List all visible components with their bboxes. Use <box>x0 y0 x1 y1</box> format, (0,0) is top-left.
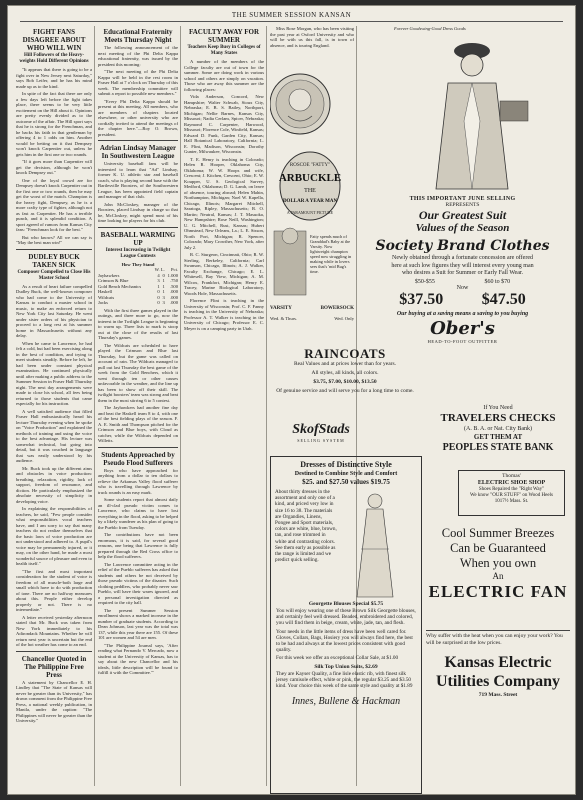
standings-cell: 0 <box>157 294 160 300</box>
standings-cell: .000 <box>169 300 178 305</box>
fan-line4: An <box>492 571 504 581</box>
dresses-sub: Destined to Combine Style and Comfort <box>294 471 398 477</box>
dresses-body3: Your needs in the little items of dress have been well cared for. Gloves, Collars, Bags, Hosiery you will always find here, the best to be had and always at the lowest prices consistent with good quality. <box>276 628 413 654</box>
store-signature: Innes, Bullene & Hackman <box>291 696 401 708</box>
paragraph: The Lawrence committee acting in the relief of the Pueblo sufferers has asked that students and others be not deceived by those pseudo victims of the disaster. Such clothing peddlers, who probably never saw Pueblo, will have their wares ignored, and a personal investigation directed as required to the city hall. <box>98 561 178 605</box>
theatre-names <box>270 306 354 311</box>
obers-logo: Ober's <box>430 317 495 339</box>
article-headline: FIGHT FANS DISAGREE ABOUT WHO WILL WIN <box>22 28 86 52</box>
standings-cell: 1 <box>162 289 165 294</box>
skofstads-name: SkofStads <box>292 422 350 437</box>
standings-cell: 4 <box>157 272 160 278</box>
woman-head <box>368 494 382 508</box>
standings-cell: Jacks <box>98 300 108 305</box>
paragraph: Boys who have approached for anything from a dollar to ten dollars to relieve the Arkansas Valley flood sufferer who is travelling through Lawrence by truck rounds is an easy mark. <box>98 467 178 495</box>
obers-tag: HEAD-TO-FOOT OUTFITTER <box>427 338 498 344</box>
arbuckle-the: THE <box>304 188 316 194</box>
paragraph: "The next meeting of the Phi Delta Kappa will be held in the rest room in Fraser Hall at 7 o'clock on Thursday of this week. The membership committee will submit a report to possible new members." <box>98 69 178 96</box>
arbuckle-slogan: DOLLAR A YEAR MAN <box>282 199 338 204</box>
raincoats-line1: Real Values and at prices lower than for years. <box>293 361 397 367</box>
dresses-title: Dresses of Distinctive Style <box>300 460 392 469</box>
divider <box>98 447 178 448</box>
values-season: Values of the Season <box>415 222 510 234</box>
paragraph: Miss Rose Morgan, who has been visiting the past year at Oxford University and who will be with us this fall, is in town of absence, and is touring England. <box>270 26 354 48</box>
june-selling: THIS IMPORTANT JUNE SELLING <box>409 196 516 202</box>
paragraph: As a result of heart failure compelled Dudley Buck, the well-known composer who had come to the University of Kansas to conduct a master school in music, to make an enforced return to New York City last Saturday. He went under sister orders of his physician to proceed to a long rest at his summer home in Massachusetts without any delay. <box>16 283 92 338</box>
masthead: THE SUMMER SESSION KANSAN <box>20 11 563 22</box>
utilities-name2: Utilities Company <box>436 673 560 690</box>
paragraph: Some students report that almost daily an ill-clad pseudo victim comes to Lawrence, who claims to have lost everything in the flood, asking to be helped by a likely wanderer as his plan of going to the Pueblo from Tuesday. <box>98 497 178 530</box>
column-rule <box>180 26 181 786</box>
dresses-body2: You will enjoy wearing one of these Brown Silk Georgette blouses, and certainly feel well dressed. Beaded, embroidered and colored, you will find them in beige, cream, white, jade, tan, and flesh. <box>276 608 416 627</box>
theatre-dates <box>270 316 354 321</box>
paragraph: University baseball fans will be interested to learn that "Ad" Lindsay, former K. U. athletic star and baseball coach, who is playing second base with the Bartlesville Boosters, of the Southwestern League, has been appointed field captain and manager of that club. <box>98 161 178 199</box>
standings-cell: Crimson & Blue <box>98 278 129 283</box>
old-price-2: $60 to $70 <box>484 278 511 285</box>
theatre-varsity: VARSITY <box>270 306 292 311</box>
dresses-block <box>271 487 421 601</box>
paragraph: When he came to Lawrence, he had felt a cold, but had been exercising along in the best of condition, and trying to meet students steadily. Before he left, he had been under constant physical examination. He continued physically until after making a public address to the Summer Session in Fraser Hall Thursday night. The next day arrangements were made to close his school, all fees being returned to those students that came especially for his instruction. <box>16 340 92 406</box>
paragraph: "The Philippine Journal says, 'After reading what Fernando V. Mercado, now a student at the University of Kansas, has to say about the new Chancellor and his ideals, little description will be found to fulfill it with the Committee.'" <box>98 642 178 675</box>
standings-cell: 1 <box>162 278 165 283</box>
dresses-body1: About thirty dresses in the assortment and only one of a kind, and priced very low in size 16 to 38. The materials are Organdies, Linens, Pongee and Sport materials, colors are white, blue, brown, tan, and rose trimmed in white and contrasting colors. See them early as possible as the range is limited and we predict quick selling. <box>275 489 337 564</box>
standings-cell: 1 <box>162 283 165 289</box>
column-3 <box>184 26 264 346</box>
utilities-line: Why suffer with the heat when you can enjoy your work? You will be surprised at the low prices. <box>426 630 570 647</box>
standings-cell: 0 <box>157 300 160 305</box>
bowersock-dates: Wed. Only <box>334 316 354 321</box>
article-headline: FACULTY AWAY FOR SUMMER <box>188 28 259 44</box>
arbuckle-studio: A PARAMOUNT PICTURE <box>286 210 334 215</box>
raincoats-title: RAINCOATS <box>304 346 386 361</box>
represents: REPRESENTS <box>445 202 480 208</box>
raincoats-line3: Of genuine service and will serve you for a long time to come. <box>276 388 414 394</box>
paragraph: John McCloskey, manager of the Boosters, placed Lindsay in charge so that he, McCloskey, might spend most of his time looking for players for his club. <box>98 201 178 223</box>
standings-cell: 3 <box>157 278 160 283</box>
paragraph: The Jayhawkers had another fine day and beat the Haskell team 8 to 4, with one of the best fielding plays of the season. F. A. E. Smith and Thompson pitched for the Crimson and Blue boys, with Cloud as catcher, while the Wildcats depended on Willetts. <box>98 405 178 443</box>
standings-cell: 0 <box>157 289 160 294</box>
paragraph: "If it goes more than Carpentier will get the decision, although he won't knock Dempsey out." <box>16 159 92 175</box>
paragraph: In spite of the fact that there are only a few days left before the fight takes place, there seems to be very little excitement on the Hill about it. Opinions are pretty evenly divided as to the outcome of the affair. The Hill sport says that he is strong for the Frenchman, and he backs his faith in that gentleman by offering 4 to 1 odds on him. Another would be betting on it that Dempsey won't knock Carpentier out, unless he gets him in the first one or two rounds. <box>16 91 92 157</box>
article-body <box>16 680 92 724</box>
standings-cell: 3 <box>162 300 165 305</box>
paragraph: In explaining the responsibilities of teachers, he said, "Few people consider what responsibilities vocal teachers have, and I am sorry to say that many teachers do not realize themselves that the basic laws of voice production are not understood and adhered to. A pupil's voice may be permanently injured, or it may, on the other hand, be made a most wonderful source of pleasure and even to health itself." <box>16 506 92 566</box>
paragraph: A well satisfied audience that filled Fraser Hall enthusiastically heard his lecture Thursday evening when he spoke on "Voice Production" and explained the methods of training and using the voice to the best advantage. His lecture was somewhat technical, but going into detail, but it was couched in language that was easily understood by his audience. <box>16 408 92 463</box>
divider <box>16 249 92 250</box>
standings-col-pct: Pct. <box>170 267 178 272</box>
travelers-ad <box>428 404 568 464</box>
paragraph: But who knows? All we can say is "May the best man win!" <box>16 234 92 245</box>
travelers-line5: PEOPLES STATE BANK <box>442 442 554 453</box>
fan-ad <box>428 526 568 622</box>
paragraph: A letter received yesterday afternoon stated that Mr. Buck was taken from New York immediately to his Adirondack Mountains. Whether he will return next year is uncertain but the end of the hot weather has come to an end. <box>16 614 92 647</box>
article-headline: BASEBALL WARMING UP <box>100 230 176 247</box>
article-subhead: Teachers Keep Busy in Colleges of Many States <box>187 45 261 56</box>
article-subhead: Hill Followers of the Heavy-weights Hold Different Opinions <box>19 53 89 64</box>
woman-illustration <box>337 489 407 599</box>
shoe-line4: We know "OUR STUFF" on Wood Heels <box>470 493 553 498</box>
paragraph: A number of the members of the College faculty are out of town for the summer. Some are doing work in various school and others are simply on vacation. Those who are away this summer are the following places: <box>184 59 264 92</box>
theatre-ad <box>270 66 354 338</box>
old-price-1: $50-$55 <box>414 278 435 285</box>
suits-ad <box>360 26 565 398</box>
now-label: Now <box>456 284 469 291</box>
article-body <box>98 45 178 137</box>
suit-man-illustration <box>360 31 565 191</box>
suits-footnote: Our buying at a saving means a saving to you buying <box>396 310 529 317</box>
divider <box>98 140 178 141</box>
skofstads-tag: SELLING SYSTEM <box>297 438 345 443</box>
paragraph: The contributions have not been enormous, it is said, for several good reasons, one being that Lawrence is fully prepared through the Red Cross office to help the flood sufferers. <box>98 532 178 559</box>
shoe-line5: 1017½ Mass. St. <box>494 499 529 504</box>
standings-table <box>98 267 178 306</box>
standings-cell: .500 <box>169 283 178 289</box>
blouses-special: Georgette Blouses Special $5.75 <box>308 601 384 607</box>
article-body <box>98 468 178 676</box>
article-body <box>98 161 178 224</box>
new-price-1: $37.50 <box>399 290 444 308</box>
utilities-name1: Kansas Electric <box>444 654 552 671</box>
fan-line1: Cool Summer Breezes <box>441 526 555 540</box>
article-headline: Chancellor Quoted in The Philippine Free Press <box>21 654 87 679</box>
newspaper-page <box>8 6 575 794</box>
standings-cell: 1 <box>157 283 160 289</box>
paragraph: T. E. Henry is teaching in Colorado; Helen R. Hooper, Oklahoma City, Oklahoma; W. W. Hoops and wife, Crescent; J. Kitchen, Crescent, Ohio; E. W. Koupper, U. S. Geological Survey, Medford, Oklahoma; D. G. Lamb, on leave of absence, touring abroad; Helen Mahin, Northampton, Michigan; Noel W. Kapella, Chicago, Illinois; Margaret Mitchell, Saratoga, Ripley, Massachusetts; R. O. Martin; Neutral, Kansas; J. T. Masuoka, New Hampshire; Rose Neill, Washington; U. G. Mitchell, Rust, Kansas; Hubert Ohmstead, New Orleans, La.; L. E. Sisson, North Port, Michigan; R. Spencer, Colorado; Mary Crowther, New York, after July 2. <box>184 156 264 250</box>
travelers-line3: (A. B. A. or Nat. City Bank) <box>464 426 532 432</box>
article-headline: Students Approached by Pseudo Flood Sufferers <box>101 450 175 467</box>
union-suits: Silk Top Union Suits, $2.69 <box>314 663 378 670</box>
raincoats-line2: All styles, all kinds, all colors. <box>311 370 379 376</box>
arbuckle-name: ARBUCKLE <box>278 172 342 184</box>
varsity-dates: Wed. & Thurs. <box>270 316 298 321</box>
travelers-line2: TRAVELERS CHECKS <box>440 412 556 424</box>
article-body <box>184 59 264 331</box>
fatty-head <box>282 228 298 244</box>
column-rule <box>94 26 95 786</box>
raincoats-prices: $3.75, $7.00, $10.00, $13.50 <box>313 379 377 385</box>
shoe-line3: Shoes Repaired the "Right Way" <box>478 487 545 492</box>
standings-title: How They Stand <box>121 261 155 267</box>
standings-cell: Haskell <box>98 289 113 294</box>
raincoats-ad <box>270 346 420 418</box>
fan-line3: When you own <box>459 556 537 570</box>
paragraph: The following announcement of the next meeting of the Phi Delta Kappa educational fraternity, was issued by the president this morning: <box>98 45 178 67</box>
arbuckle-illustration <box>270 66 354 336</box>
paragraph: The present Summer Session enrollment shows a marked increase in the number of graduate students. According to Dean Johnson, last year was the total was 137, while this year there are 155. Of these 101 are women and 54 are men. <box>98 607 178 640</box>
bag-shape <box>500 101 528 121</box>
article-body <box>270 26 354 48</box>
paragraph: One of the loyal crowd are for Dempsey doesn't knock Carpentier out in the first one or two rounds, then he may get the worst of the match. Champion is the heavy fight, Dempsey, as he is a more crafty type of fighter, although not as fast as Carpentier. He has a terrible punch, and it is splendid condition. A sport agreed of rumors from Kansas City fans: "Frenchman look for the best." <box>16 177 92 232</box>
paragraph: With the first three games played in the outings, and three more to go, now the interest in the Twilight League is beginning to warm up. Three lists to mark is stoop out at the close of the results of last Thursday's games. <box>98 307 178 340</box>
shoe-line2: ELECTRIC SHOE SHOP <box>477 480 546 486</box>
suits-body: Newly obtained through a fortunate concession are offered here at such low figures they will interest every young man who desires a Suit for Summer or Early Fall Wear. <box>391 255 534 276</box>
standings-cell: .000 <box>169 289 178 294</box>
dress-shape <box>357 509 393 597</box>
paragraph: The Wildcats are scheduled to have played the Crimson and Blue last Thursday, but the game was called on account of rain. The Wildcats managed to pull out last Thursday the best game of the week from the Gold Benchers, which it went through ten or other causes unfavorable in the weather, and the line up has been to show off their skill. The twilight boosters' team was strong and beat them in the most stirring 6 to 5 contest. <box>98 342 178 403</box>
fan-line5: ELECTRIC FAN <box>428 582 568 601</box>
face-icon <box>289 89 311 111</box>
column-1 <box>16 26 92 786</box>
paragraph: "The first and most important consideration for the student of voice is freedom of all muscle-both large and small which have to do with production of tone. There are no halfway measures about this. People either develop properly or not. There is no intermediate." <box>16 568 92 612</box>
standings-cell: 3 <box>162 294 165 300</box>
article-headline: DUDLEY BUCK TAKEN SICK <box>28 252 80 269</box>
paragraph: Florence Flint is teaching in the University of Wisconsin; Prof. C. F. Fanny is teaching in the University of Nebraska; Professor A. T. Walker is teaching in the University of Chicago; Professor E. C. Meyer is on a camping party in Utah. <box>184 298 264 331</box>
head-shape <box>461 54 483 76</box>
standings-cell: .000 <box>169 294 178 300</box>
article-body <box>16 67 92 246</box>
new-prices <box>360 291 565 309</box>
greatest-suit: Our Greatest Suit <box>418 208 507 222</box>
travelers-line4: GET THEM AT <box>473 433 523 441</box>
utilities-ad <box>426 630 570 720</box>
column-2 <box>98 26 178 786</box>
new-price-2: $47.50 <box>481 290 526 308</box>
paragraph: Vida Anderson, Concord, New Hampshire; Walter Schwab, Sioux City, Nebraska; E. B. S. Bailey, Northport, Michigan; Nellie Barnes, Kansas City, Missouri; Nadia Cerlam, Spicer, Nebraska; Raymond C. Carpenter, Harwood, Missouri; Florence Cole, Winfield, Kansas; Edward D. Funk, Garden City, Kansas; Hall Botanical Laboratory, California; L. E. Flint, Madison, Wisconsin; Dorothy Gunter, Milwaukee, Wisconsin. <box>184 94 264 154</box>
theatre-bowersock: BOWERSOCK <box>320 306 354 311</box>
fatty-blurb: Fatty spends much of Granddad's Baby at the Varsity. Now lightweight champion speed now struggling in making while in lovers sees that's 'mid Bug's time. <box>310 234 352 274</box>
standings-cell: Wildcats <box>98 294 115 300</box>
collar-sale: For this week we offer an exceptional Collar Sale, at $1.00 <box>276 655 399 662</box>
divider <box>98 227 178 228</box>
shoe-shop-ad <box>458 470 565 516</box>
paragraph: Mr. Buck took up the different aims and obstacles in voice production: breathing, relaxation, rigidity, lack of support, freedom of resonance, and diction. He particularly emphasized the absolute necessity of simplicity in developing voice. <box>16 465 92 504</box>
ad-caption: Forever Goodswing-Good Dress Goods <box>394 26 466 31</box>
arbuckle-arc-text: ROSCOE "FATTY" <box>289 163 331 168</box>
paragraph: "It appears that there is going to be a fight over in New Jersey next Saturday," says Bob Leifer, and he has his mind made up as to the kind. <box>16 67 92 89</box>
shoe-line1: Thomas' <box>502 473 521 479</box>
fan-line2: Can be Guaranteed <box>450 541 546 555</box>
skofstads-logo <box>276 422 366 450</box>
article-headline: Educational Fraternity Meets Thursday Night <box>103 28 173 44</box>
standings-cell: Jayhawkers <box>98 272 120 278</box>
article-subhead: Composer Compelled to Close His Master School <box>17 269 91 281</box>
standings-col-l: L. <box>160 267 165 272</box>
column-rule <box>266 26 267 786</box>
paragraph: "Every Phi Delta Kappa should be present at this meeting. All members, who are members of chapters located elsewhere, or other university who are cordially invited to attend the meetings of the chapter here."—Roy O. Brown, president. <box>98 98 178 137</box>
standings-cell: 1.000 <box>167 272 178 278</box>
society-brand: Society Brand Clothes <box>375 238 550 254</box>
standings-cell: Gold Bench Mechanics <box>98 283 142 289</box>
dresses-body4: They are Kayser Quality, a fine lisle elastic rib, with finest silk jersey camisole effect, white or pink, the regular $3.25 and $3.50 kind. Your choice this week of the same style and quality at $1.89 <box>276 670 413 690</box>
utilities-address: 719 Mass. Street <box>478 692 518 698</box>
article-body <box>98 308 178 444</box>
dresses-ad <box>270 456 422 794</box>
paragraph: R. C. Sturgeon, Cincinnati, Ohio; R. W. Sterling, Berkeley, California; Carl Swanson, Chicago, Illinois; A. J. Walker, Faculty Exchange, Chicago; E. L. Whitesell, Bay View, Michigan; A. M. Wilcox, Frankfort, Michigan; Henry E. Tracey, Marine Biological Laboratory, Woods Hole, Massachusetts. <box>184 252 264 296</box>
paragraph: A statement by Chancellor E. H. Lindley that "The State of Kansas will never be greater than its University," has drawn comment from the Philippine Free Press, a national weekly publication, in Manila, under the caption: "The Philippines will never be greater than the University." <box>16 679 92 723</box>
article-headline: Adrian Lindsay Manager In Southwestern League <box>99 144 177 160</box>
standings-cell: 0 <box>162 272 165 278</box>
standings-cell: .750 <box>169 278 178 283</box>
standings-row <box>98 300 178 306</box>
standings-col-w: W. <box>154 267 160 272</box>
divider <box>16 651 92 652</box>
dresses-prices: $25. and $27.50 values $19.75 <box>302 478 390 486</box>
column-4 <box>270 26 354 66</box>
travelers-line1: If You Need <box>483 405 513 411</box>
article-body <box>16 284 92 648</box>
article-subhead: Interest Increasing in Twilight League Contests <box>105 247 171 259</box>
